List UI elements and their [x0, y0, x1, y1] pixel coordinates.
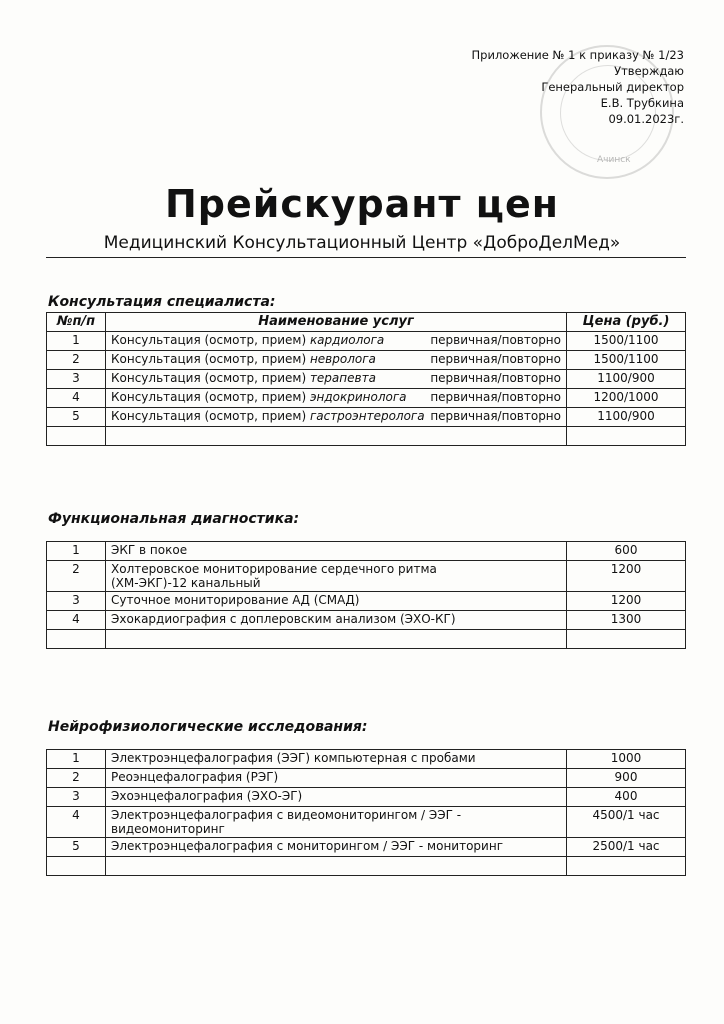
- row-num: 3: [47, 788, 106, 807]
- row-num: 3: [47, 592, 106, 611]
- table-row: [47, 561, 686, 592]
- table-row: [47, 542, 686, 561]
- row-service: Электроэнцефалография с видеомониторингом / ЭЭГ - видеомониторинг: [106, 807, 567, 838]
- section-title-func: Функциональная диагностика:: [48, 511, 300, 527]
- service-type: первичная/повторно: [430, 371, 561, 385]
- service-type: первичная/повторно: [430, 352, 561, 366]
- row-price: 4500/1 час: [567, 807, 686, 838]
- row-num: 5: [47, 838, 106, 857]
- row-num: 4: [47, 389, 106, 408]
- approval-date: 09.01.2023г.: [608, 112, 684, 126]
- service-specialist: невролога: [309, 352, 376, 366]
- table-row: [47, 769, 686, 788]
- service-line: [111, 333, 561, 347]
- service-prefix: Консультация (осмотр, прием): [111, 371, 310, 385]
- row-price: 900: [567, 769, 686, 788]
- empty-cell: [567, 630, 686, 649]
- row-price: 1100/900: [567, 370, 686, 389]
- service-specialist: кардиолога: [309, 333, 385, 347]
- service-name: [111, 390, 407, 404]
- table-row: [47, 611, 686, 630]
- row-price: 1300: [567, 611, 686, 630]
- row-service: [106, 408, 567, 427]
- position-line: Генеральный директор: [541, 80, 684, 94]
- row-service: Электроэнцефалография с мониторингом / ЭЭГ - мониторинг: [106, 838, 567, 857]
- row-service: Холтеровское мониторирование сердечного ритма (ХМ-ЭКГ)-12 канальный: [106, 561, 567, 592]
- row-price: 2500/1 час: [567, 838, 686, 857]
- service-line: [111, 409, 561, 423]
- empty-cell: [106, 427, 567, 446]
- func-table: [46, 541, 686, 649]
- page-subtitle: Медицинский Консультационный Центр «ДоброДелМед»: [103, 233, 621, 253]
- page-title: Прейскурант цен: [164, 182, 560, 226]
- row-service: Эхоэнцефалография (ЭХО-ЭГ): [106, 788, 567, 807]
- row-num: 1: [47, 750, 106, 769]
- row-price: 1500/1100: [567, 351, 686, 370]
- service-type: первичная/повторно: [430, 409, 561, 423]
- table-row: [47, 370, 686, 389]
- header-name: Наименование услуг: [106, 313, 567, 332]
- empty-cell: [47, 857, 106, 876]
- empty-cell: [47, 630, 106, 649]
- row-num: 2: [47, 769, 106, 788]
- table-row: [47, 592, 686, 611]
- service-prefix: Консультация (осмотр, прием): [111, 333, 310, 347]
- row-service: Суточное мониторирование АД (СМАД): [106, 592, 567, 611]
- service-name: [111, 333, 384, 347]
- row-price: 1200/1000: [567, 389, 686, 408]
- service-name: [111, 352, 376, 366]
- service-specialist: гастроэнтеролога: [309, 409, 425, 423]
- table-row: [47, 788, 686, 807]
- row-num: 4: [47, 611, 106, 630]
- empty-cell: [567, 857, 686, 876]
- row-price: 1000: [567, 750, 686, 769]
- row-service: [106, 370, 567, 389]
- empty-cell: [106, 630, 567, 649]
- section-title-neuro: Нейрофизиологические исследования:: [48, 719, 368, 735]
- neuro-table: [46, 749, 686, 876]
- service-name: [111, 371, 376, 385]
- approval-block: [472, 47, 684, 127]
- service-type: первичная/повторно: [430, 333, 561, 347]
- service-line: [111, 371, 561, 385]
- row-price: 600: [567, 542, 686, 561]
- row-num: 3: [47, 370, 106, 389]
- row-service: [106, 332, 567, 351]
- service-prefix: Консультация (осмотр, прием): [111, 390, 310, 404]
- row-num: 2: [47, 351, 106, 370]
- row-service: Электроэнцефалография (ЭЭГ) компьютерная с пробами: [106, 750, 567, 769]
- approve-line: Утверждаю: [614, 64, 684, 78]
- header-num: №п/п: [47, 313, 106, 332]
- row-service: Эхокардиография с доплеровским анализом (ЭХО-КГ): [106, 611, 567, 630]
- empty-cell: [106, 857, 567, 876]
- service-specialist: эндокринолога: [309, 390, 407, 404]
- row-price: 1200: [567, 592, 686, 611]
- row-service: Реоэнцефалография (РЭГ): [106, 769, 567, 788]
- table-header-row: [47, 313, 686, 332]
- row-service: ЭКГ в покое: [106, 542, 567, 561]
- appendix-line: Приложение № 1 к приказу № 1/23: [471, 48, 684, 62]
- empty-cell: [567, 427, 686, 446]
- table-row: [47, 838, 686, 857]
- empty-row: [47, 630, 686, 649]
- row-service: [106, 351, 567, 370]
- row-price: 1200: [567, 561, 686, 592]
- service-type: первичная/повторно: [430, 390, 561, 404]
- row-price: 1100/900: [567, 408, 686, 427]
- consult-table: [46, 312, 686, 446]
- row-num: 2: [47, 561, 106, 592]
- service-line: [111, 390, 561, 404]
- row-num: 4: [47, 807, 106, 838]
- title-divider: [46, 257, 686, 258]
- row-service: [106, 389, 567, 408]
- table-row: [47, 408, 686, 427]
- empty-cell: [47, 427, 106, 446]
- service-line: [111, 352, 561, 366]
- service-prefix: Консультация (осмотр, прием): [111, 409, 310, 423]
- empty-row: [47, 857, 686, 876]
- header-price: Цена (руб.): [567, 313, 686, 332]
- row-num: 1: [47, 542, 106, 561]
- table-row: [47, 750, 686, 769]
- row-num: 1: [47, 332, 106, 351]
- section-title-consult: Консультация специалиста:: [48, 294, 276, 310]
- row-price: 1500/1100: [567, 332, 686, 351]
- table-row: [47, 389, 686, 408]
- row-num: 5: [47, 408, 106, 427]
- director-name: Е.В. Трубкина: [600, 96, 684, 110]
- stamp-city: Ачинск: [597, 155, 631, 165]
- service-prefix: Консультация (осмотр, прием): [111, 352, 310, 366]
- table-row: [47, 351, 686, 370]
- service-specialist: терапевта: [309, 371, 376, 385]
- table-row: [47, 332, 686, 351]
- empty-row: [47, 427, 686, 446]
- service-name: [111, 409, 425, 423]
- table-row: [47, 807, 686, 838]
- row-price: 400: [567, 788, 686, 807]
